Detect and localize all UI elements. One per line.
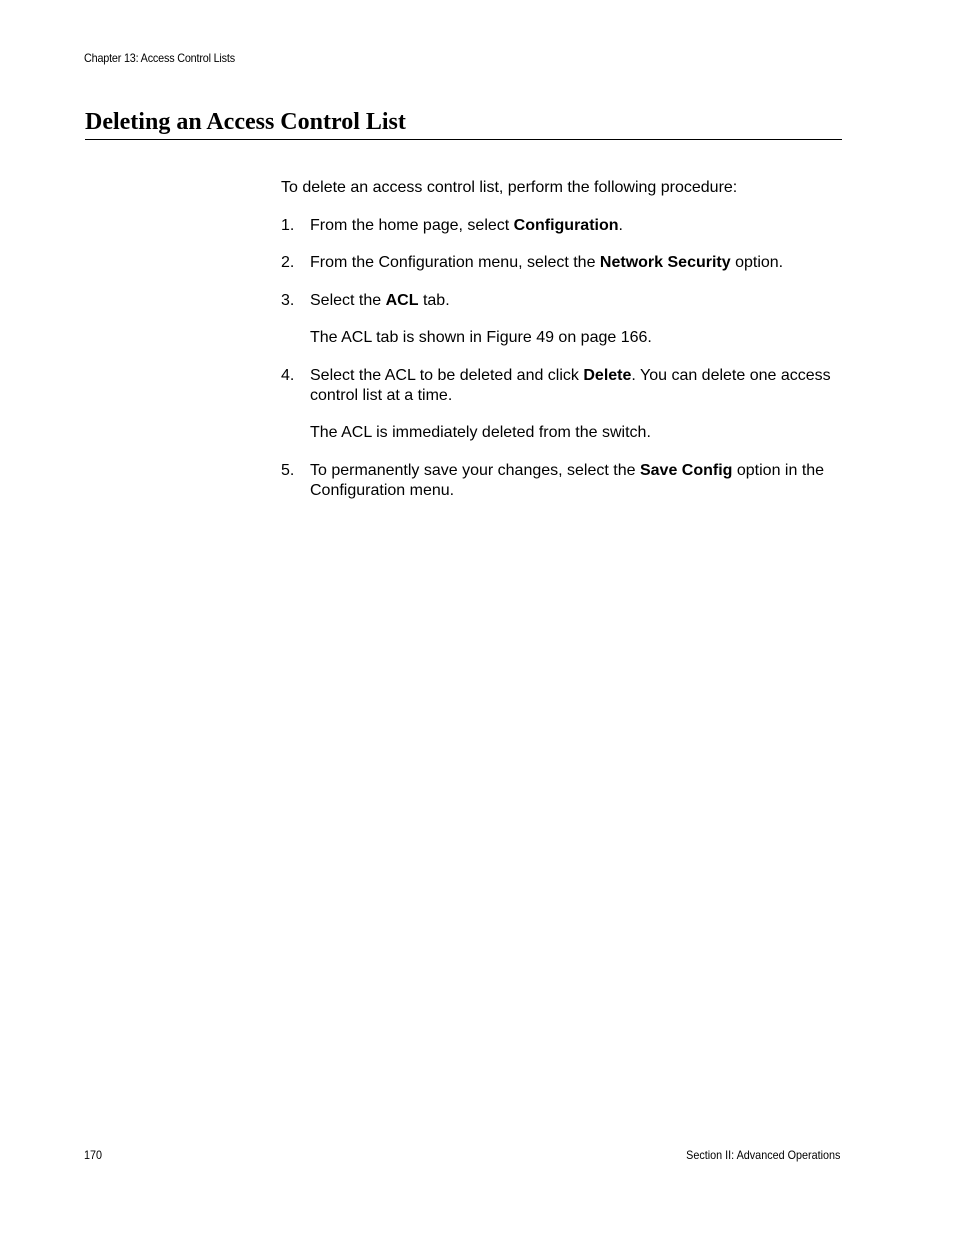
step-number: 3. [281,292,295,309]
step-number: 1. [281,217,295,234]
step-text-run: To permanently save your changes, select the [310,462,640,479]
step-3-note: The ACL tab is shown in Figure 49 on page 166. [310,329,652,346]
section-title: Deleting an Access Control List [85,109,406,135]
list-item-step-3 [281,291,841,311]
list-item-step-1 [281,216,841,236]
footer-section-title: Section II: Advanced Operations [685,1148,840,1162]
step-text [310,253,841,273]
step-text-run: . You can delete one access control list at a time. [310,367,831,404]
page-number: 170 [84,1148,103,1162]
list-item-step-2 [281,253,841,273]
step-text-run: . [618,217,623,234]
step-text [310,216,841,236]
ui-term-save-config: Save Config [639,462,733,479]
list-item-step-4 [281,366,841,406]
step-4-note: The ACL is immediately deleted from the switch. [310,424,651,441]
step-text [310,366,841,406]
ui-term-acl: ACL [385,292,419,309]
running-head: Chapter 13: Access Control Lists [84,51,235,65]
title-rule [85,139,842,140]
ui-term-configuration: Configuration [513,217,619,234]
step-text-run: Select the [310,292,386,309]
step-text-run: tab. [418,292,450,309]
step-number: 5. [281,462,295,479]
step-text [310,291,841,311]
step-text [310,461,841,501]
step-number: 4. [281,367,295,384]
ui-term-delete: Delete [583,367,632,384]
step-text-run: From the home page, select [310,217,514,234]
step-number: 2. [281,254,295,271]
ui-term-network-security: Network Security [599,254,731,271]
step-text-run: option in the Configuration menu. [310,462,825,499]
step-text-run: Select the ACL to be deleted and click [310,367,584,384]
list-item-step-5 [281,461,841,501]
step-text-run: From the Configuration menu, select the [310,254,600,271]
intro-paragraph: To delete an access control list, perform the following procedure: [281,179,738,196]
step-text-run: option. [730,254,784,271]
